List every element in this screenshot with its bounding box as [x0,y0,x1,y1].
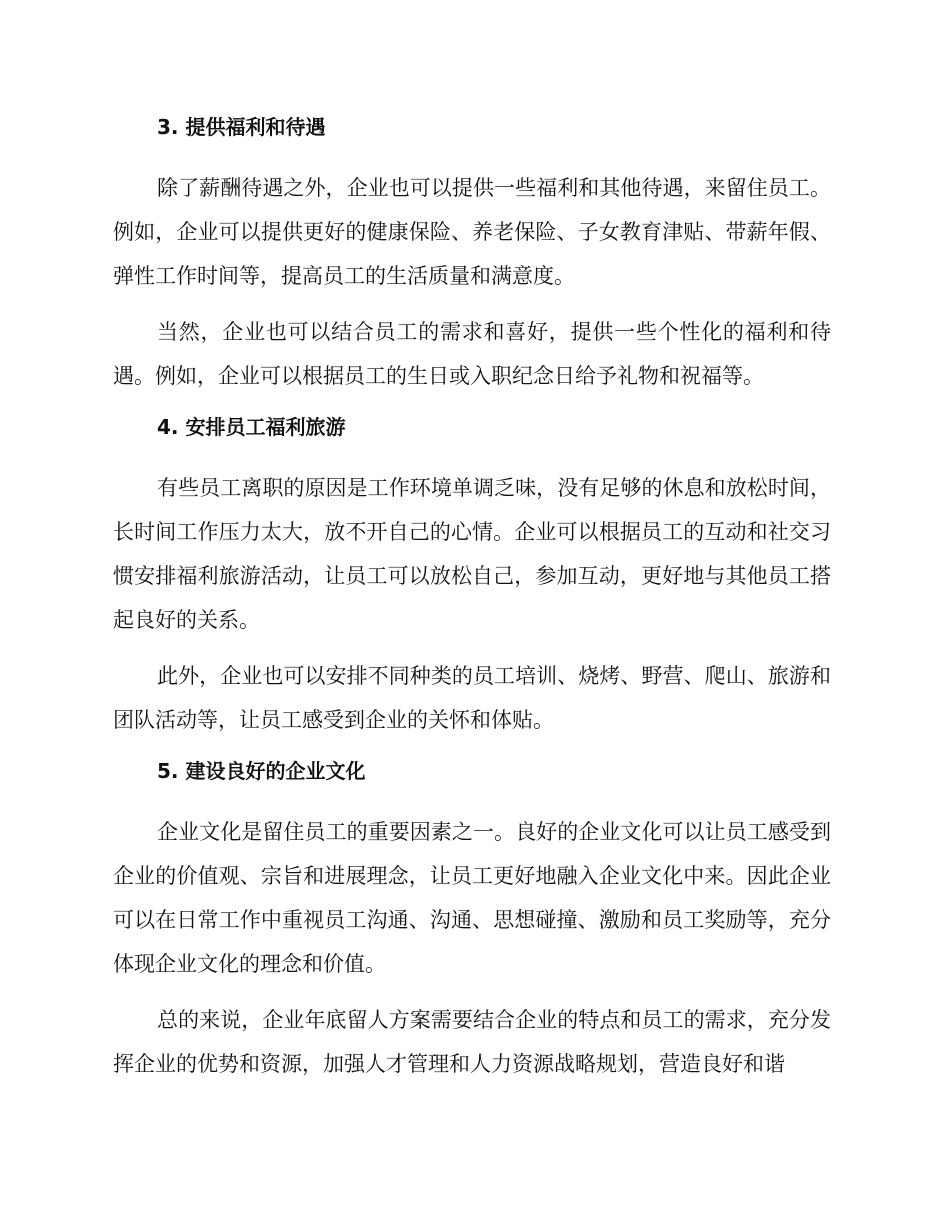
paragraph-culture-1: 企业文化是留住员工的重要因素之一。良好的企业文化可以让员工感受到企业的价值观、宗旨和进展理念，让员工更好地融入企业文化中来。因此企业可以在日常工作中重视员工沟通、沟通、思想碰撞、激励和员工奖励等，充分体现企业文化的理念和价值。 [113,820,831,976]
paragraph-benefits-1: 除了薪酬待遇之外，企业也可以提供一些福利和其他待遇，来留住员工。例如，企业可以提供更好的健康保险、养老保险、子女教育津贴、带薪年假、弹性工作时间等，提高员工的生活质量和满意度。 [113,176,831,288]
section-heading-culture: 5. 建设良好的企业文化 [157,759,366,783]
paragraph-travel-2: 此外，企业也可以安排不同种类的员工培训、烧烤、野营、爬山、旅游和团队活动等，让员工感受到企业的关怀和体贴。 [113,664,831,732]
document-body [113,110,831,1086]
section-heading-benefits: 3. 提供福利和待遇 [157,115,326,139]
paragraph-conclusion: 总的来说，企业年底留人方案需要结合企业的特点和员工的需求，充分发挥企业的优势和资源，加强人才管理和人力资源战略规划，营造良好和谐 [113,1008,831,1076]
section-heading-travel: 4. 安排员工福利旅游 [157,415,346,439]
paragraph-benefits-2: 当然，企业也可以结合员工的需求和喜好，提供一些个性化的福利和待遇。例如，企业可以根据员工的生日或入职纪念日给予礼物和祝福等。 [113,320,831,388]
paragraph-travel-1: 有些员工离职的原因是工作环境单调乏味，没有足够的休息和放松时间，长时间工作压力太大，放不开自己的心情。企业可以根据员工的互动和社交习惯安排福利旅游活动，让员工可以放松自己，参加互动，更好地与其他员工搭起良好的关系。 [113,476,831,632]
